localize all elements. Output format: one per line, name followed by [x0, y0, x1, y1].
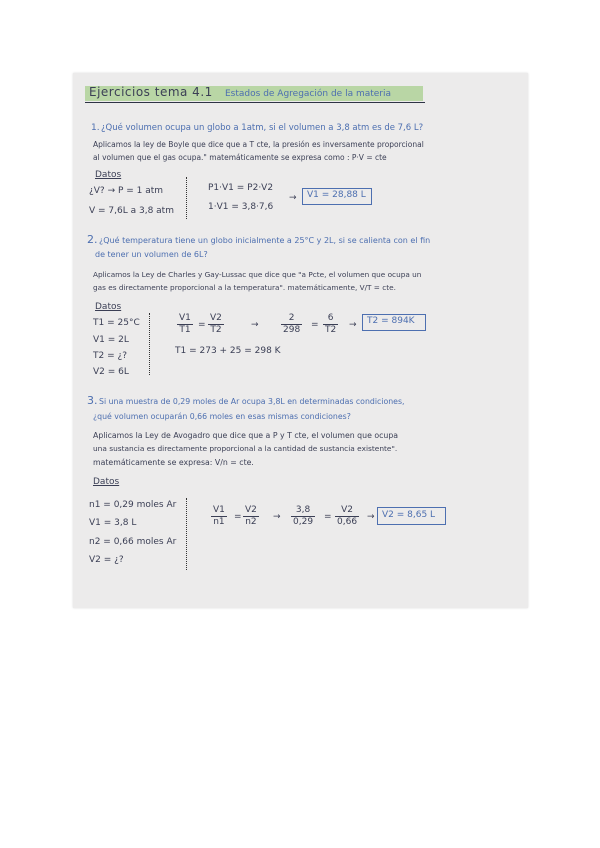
ex3-arrow-2: →	[367, 512, 375, 522]
ex3-question-line1: Si una muestra de 0,29 moles de Ar ocupa 3,8L en determinadas condiciones,	[99, 397, 405, 406]
ex2-number: 2.	[87, 233, 98, 246]
ex1-question: ¿Qué volumen ocupa un globo a 1atm, si el volumen a 3,8 atm es de 7,6 L?	[101, 123, 424, 133]
ex2-data-3: V2 = 6L	[93, 367, 129, 377]
page-title: Ejercicios tema 4.1	[89, 85, 213, 99]
notebook-page	[73, 73, 528, 608]
ex3-divider	[186, 498, 187, 570]
ex2-frac-v2-t2: $\frac{V2}{T2}$	[210, 313, 222, 335]
ex3-law-line3: matemáticamente se expresa: V/n = cte.	[93, 458, 254, 467]
ex2-data-2: T2 = ¿?	[93, 351, 128, 361]
ex3-question-line2: ¿qué volumen ocuparán 0,66 moles en esas mismas condiciones?	[93, 412, 351, 421]
ex3-data-1: V1 = 3,8 L	[89, 518, 137, 528]
ex3-law-line2: una sustancia es directamente proporcional a la cantidad de sustancia existente".	[93, 444, 398, 453]
ex2-conversion: T1 = 273 + 25 = 298 K	[175, 346, 281, 356]
ex3-data-2: n2 = 0,66 moles Ar	[89, 537, 177, 547]
ex3-arrow-1: →	[273, 512, 281, 522]
ex3-result: V2 = 8,65 L	[382, 510, 436, 520]
ex2-result: T2 = 894K	[367, 316, 415, 326]
ex1-eq1: P1·V1 = P2·V2	[208, 183, 274, 193]
ex1-law-line2: al volumen que el gas ocupa." matemáticamente se expresa como : P·V = cte	[93, 153, 387, 162]
ex3-number: 3.	[87, 394, 98, 407]
ex3-data-0: n1 = 0,29 moles Ar	[89, 500, 177, 510]
ex2-arrow-1: →	[251, 320, 259, 330]
ex2-data-0: T1 = 25°C	[93, 318, 140, 328]
ex2-datos-label: Datos	[95, 302, 122, 312]
ex2-frac-2-298: $\frac{2}{298}$	[283, 313, 301, 335]
ex2-frac-v1-t1: $\frac{V1}{T1}$	[179, 313, 191, 335]
ex3-data-3: V2 = ¿?	[89, 555, 124, 565]
ex1-law-line1: Aplicamos la ley de Boyle que dice que a T cte, la presión es inversamente proporcional	[93, 140, 424, 149]
ex3-eq-sign-1: =	[234, 512, 242, 522]
ex3-datos-label: Datos	[93, 477, 120, 487]
ex3-law-line1: Aplicamos la Ley de Avogadro que dice que a P y T cte, el volumen que ocupa	[93, 431, 399, 440]
ex2-arrow-2: →	[349, 320, 357, 330]
ex2-eq-sign-1: =	[198, 320, 206, 330]
ex1-divider	[186, 177, 187, 219]
title-underline	[85, 102, 425, 103]
ex1-result: V1 = 28,88 L	[307, 190, 366, 200]
ex1-data-1: V = 7,6L a 3,8 atm	[89, 206, 174, 216]
ex3-frac-v2-n2: $\frac{V2}{n2}$	[245, 505, 257, 527]
ex2-frac-6-t2: $\frac{6}{T2}$	[325, 313, 337, 335]
ex2-question-line2: de tener un volumen de 6L?	[95, 250, 208, 259]
ex3-eq-sign-2: =	[324, 512, 332, 522]
ex1-data-0: ¿V? → P = 1 atm	[89, 186, 164, 196]
ex2-data-1: V1 = 2L	[93, 335, 129, 345]
ex1-number: 1.	[91, 123, 100, 133]
ex1-eq2: 1·V1 = 3,8·7,6	[208, 202, 274, 212]
page-subtitle: Estados de Agregación de la materia	[225, 89, 392, 99]
ex1-datos-label: Datos	[95, 170, 122, 180]
ex2-divider	[149, 313, 150, 375]
ex2-eq-sign-2: =	[311, 320, 319, 330]
ex3-frac-v1-n1: $\frac{V1}{n1}$	[213, 505, 225, 527]
ex3-frac-v2-066: $\frac{V2}{0,66}$	[337, 505, 358, 527]
ex2-law-line1: Aplicamos la Ley de Charles y Gay-Lussac que dice que "a Pcte, el volumen que ocupa un	[93, 270, 422, 279]
ex1-arrow: →	[289, 193, 297, 203]
ex2-question-line1: ¿Qué temperatura tiene un globo inicialmente a 25°C y 2L, si se calienta con el fin	[99, 236, 431, 245]
ex2-law-line2: gas es directamente proporcional a la temperatura". matemáticamente, V/T = cte.	[93, 283, 396, 292]
ex3-frac-38-029: $\frac{3,8}{0,29}$	[293, 505, 314, 527]
